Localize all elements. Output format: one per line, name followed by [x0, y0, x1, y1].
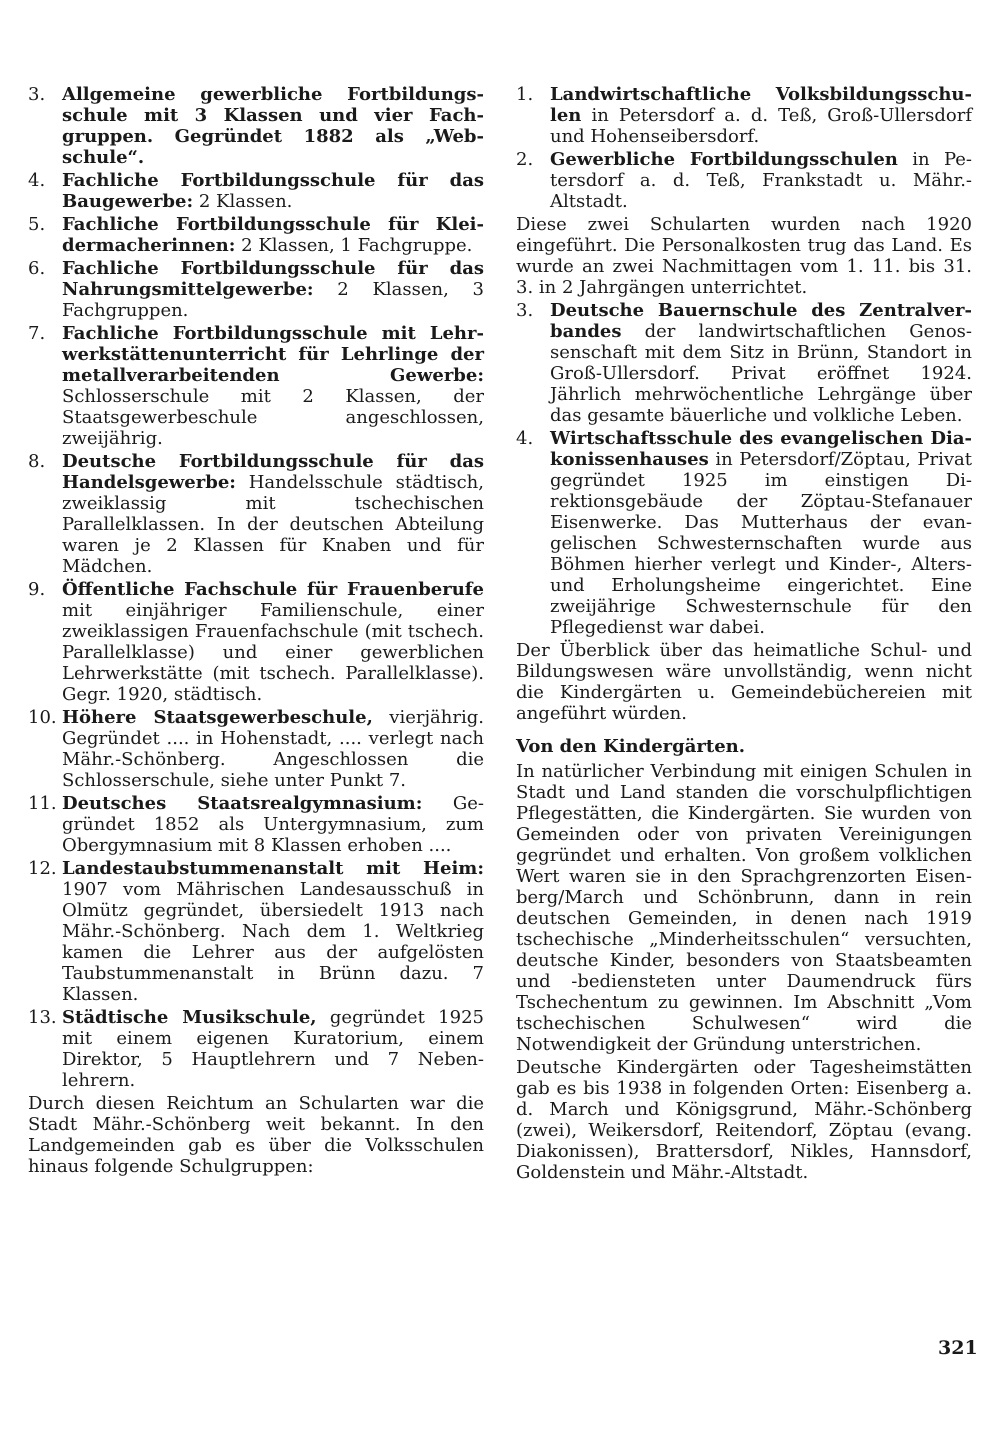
item-text: mit einjähriger Familienschule, einer zweiklassigen Frauenfachschule (mit tschech. Parallelklasse) und einer gewerblichen Lehrwerkstätte (mit tschech. Parallelklasse). Gegr. 1920, städtisch. — [62, 600, 484, 705]
item-number: 1. — [516, 84, 534, 105]
item-label: Deutsches Staatsrealgymnasium: — [62, 793, 423, 814]
item-text: 1907 vom Mährischen Landesausschuß in Olmütz gegründet, übersiedelt 1913 nach Mähr.-Schönberg. Nach dem 1. Weltkrieg kamen die Lehrer aus der aufgelösten Taubstummenanstalt in Brünn dazu. 7 Klassen. — [62, 879, 484, 1005]
item-number: 3. — [516, 300, 534, 321]
item-number: 5. — [28, 214, 46, 235]
item-text: in Petersdorf/Zöptau, Privat gegründet 1925 im einstigen Direktionsgebäude der Zöptau-Stefanauer Eisenwerke. Das Mutterhaus der evangelischen Schwesternschaften wurde aus Böhmen hierher verlegt und Kinder-, Alters- und Erholungsheime eingerichtet. Eine zweijährige Schwesternschule für den Pflegedienst war dabei. — [550, 449, 972, 638]
item-text: der landwirtschaftlichen Genossenschaft mit dem Sitz in Brünn, Standort in Groß-Ullersdorf. Privat eröffnet 1924. Jährlich mehrwöchentliche Lehrgänge über das gesamte bäuerliche und volkliche Leben. — [550, 321, 972, 426]
item-number: 12. — [28, 858, 57, 879]
item-label: Wirtschaftsschule des evangelischen Diakonissenhauses — [550, 428, 972, 470]
item-label: Fachliche Fortbildungsschule für das Nahrungsmittelgewerbe: — [62, 258, 484, 300]
paragraph: Deutsche Kindergärten oder Tagesheimstätten gab es bis 1938 in folgenden Orten: Eisenberg a. d. March und Königsgrund, Mähr.-Schönberg (zwei), Weikersdorf, Reitendorf, Zöptau (evang. Diakonissen), Brattersdorf, Nikles, Hannsdorf, Goldenstein und Mähr.-Altstadt. — [516, 1057, 972, 1183]
item-label: Fachliche Fortbildungsschule für Kleidermacherinnen: — [62, 214, 484, 256]
item-label: Gewerbliche Fortbildungsschulen — [550, 149, 898, 170]
list-item — [516, 300, 972, 426]
right-column — [516, 84, 972, 1185]
item-label: Landwirtschaftliche Volksbildungsschulen — [550, 84, 972, 126]
list-item — [28, 170, 484, 212]
page-number: 321 — [938, 1337, 978, 1359]
item-number: 8. — [28, 451, 46, 472]
section-heading: Von den Kindergärten. — [516, 736, 746, 757]
item-label: Allgemeine gewerbliche Fortbildungsschule mit 3 Klassen und vier Fachgruppen. Gegründet 1882 als „Webschule“. — [62, 84, 484, 168]
item-text: in Petersdorf a. d. Teß, Frankstadt u. Mähr.-Altstadt. — [550, 149, 972, 212]
list-item — [516, 428, 972, 638]
item-text: Handelsschule städtisch, zweiklassig mit tschechischen Parallelklassen. In der deutschen Abteilung waren je 2 Klassen für Knaben und für Mädchen. — [62, 472, 484, 577]
item-number: 2. — [516, 149, 534, 170]
list-item — [516, 84, 972, 147]
item-label: Fachliche Fortbildungsschule für das Baugewerbe: — [62, 170, 484, 212]
list-item — [28, 1007, 484, 1091]
item-number: 10. — [28, 707, 57, 728]
list-item — [28, 707, 484, 791]
item-text: Gegründet 1852 als Untergymnasium, zum Obergymnasium mit 8 Klassen erhoben .... — [62, 793, 484, 856]
item-number: 7. — [28, 323, 46, 344]
item-text: Schlosserschule mit 2 Klassen, der Staatsgewerbeschule angeschlossen, zweijährig. — [62, 386, 484, 449]
item-label: Deutsche Fortbildungsschule für das Handelsgewerbe: — [62, 451, 484, 493]
item-label: Landestaubstummenanstalt mit Heim: — [62, 858, 484, 879]
paragraph: Der Überblick über das heimatliche Schul- und Bildungswesen wäre unvollständig, wenn nicht die Kindergärten u. Gemeindebüchereien mit angeführt würden. — [516, 640, 972, 724]
item-number: 4. — [28, 170, 46, 191]
left-column — [28, 84, 484, 1179]
list-item — [28, 214, 484, 256]
item-label: Höhere Staatsgewerbeschule, — [62, 707, 373, 728]
list-item — [28, 451, 484, 577]
list-item — [28, 323, 484, 449]
list-item — [516, 149, 972, 212]
list-item — [28, 258, 484, 321]
list-item — [28, 579, 484, 705]
item-text: 2 Klassen, 1 Fachgruppe. — [235, 235, 473, 256]
list-item — [28, 793, 484, 856]
item-text: 2 Klassen. — [193, 191, 293, 212]
item-text: in Petersdorf a. d. Teß, Groß-Ullersdorf und Hohenseibersdorf. — [550, 105, 972, 147]
item-label: Deutsche Bauernschule des Zentralverbandes — [550, 300, 972, 342]
item-label: Fachliche Fortbildungsschule mit Lehrwerkstättenunterricht für Lehrlinge der metallverarbeitenden Gewerbe: — [62, 323, 484, 386]
paragraph: Diese zwei Schularten wurden nach 1920 eingeführt. Die Personalkosten trug das Land. Es wurde an zwei Nachmittagen vom 1. 11. bis 31. 3. in 2 Jahrgängen unterrichtet. — [516, 214, 972, 298]
item-text: vierjährig. Gegründet .... in Hohenstadt, .... verlegt nach Mähr.-Schönberg. Angeschlossen die Schlosserschule, siehe unter Punkt 7. — [62, 707, 484, 791]
list-item — [28, 858, 484, 1005]
item-text: 2 Klassen, 3 Fachgruppen. — [62, 279, 484, 321]
item-number: 11. — [28, 793, 57, 814]
item-label: Städtische Musikschule, — [62, 1007, 317, 1028]
item-number: 4. — [516, 428, 534, 449]
item-number: 9. — [28, 579, 46, 600]
item-text: gegründet 1925 mit einem eigenen Kuratorium, einem Direktor, 5 Hauptlehrern und 7 Nebenlehrern. — [62, 1007, 484, 1091]
closing-paragraph: Durch diesen Reichtum an Schularten war die Stadt Mähr.-Schönberg weit bekannt. In den Landgemeinden gab es über die Volksschulen hinaus folgende Schulgruppen: — [28, 1093, 484, 1177]
item-label: Öffentliche Fachschule für Frauenberufe — [62, 579, 484, 600]
item-number: 13. — [28, 1007, 57, 1028]
list-item — [28, 84, 484, 168]
item-number: 3. — [28, 84, 46, 105]
paragraph: In natürlicher Verbindung mit einigen Schulen in Stadt und Land standen die vorschulpflichtigen Pflegestätten, die Kindergärten. Sie wurden von Gemeinden oder von privaten Vereinigungen gegründet und erhalten. Von großem volklichen Wert waren sie in den Sprachgrenzorten Eisenberg/March und Schönbrunn, dann in rein deutschen Gemeinden, in denen nach 1919 tschechische „Minderheitsschulen“ versuchten, deutsche Kinder, besonders von Staatsbeamten und -bediensteten unter Daumendruck fürs Tschechentum zu gewinnen. Im Abschnitt „Vom tschechischen Schulwesen“ wird die Notwendigkeit der Gründung unterstrichen. — [516, 761, 972, 1055]
item-number: 6. — [28, 258, 46, 279]
